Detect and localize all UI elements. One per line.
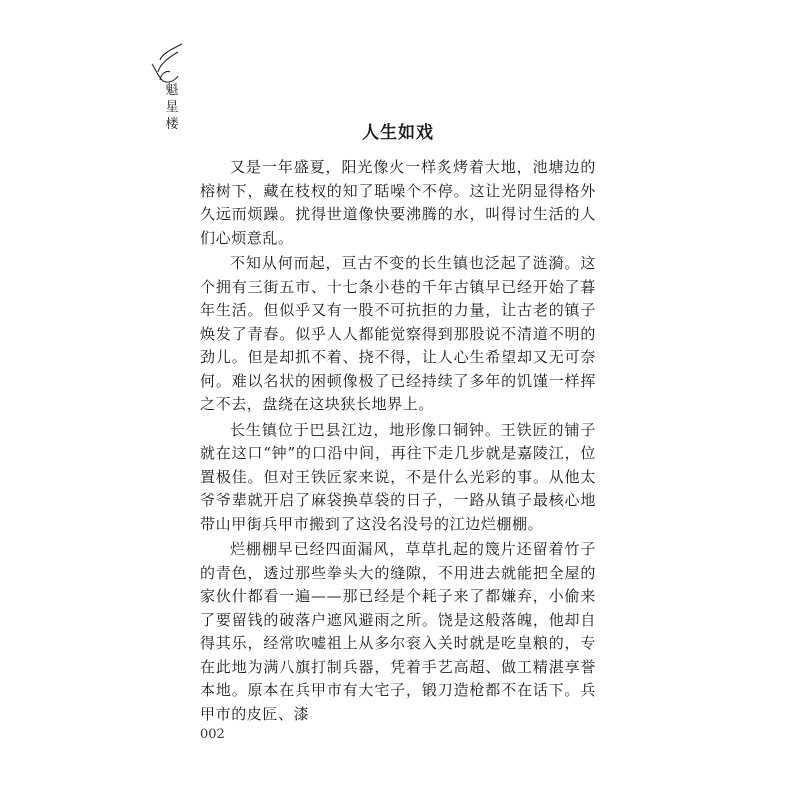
paragraph: 又是一年盛夏，阳光像火一样炙烤着大地，池塘边的榕树下，藏在枝杈的知了聒噪个不停。这让光阴显得格外久远而烦躁。扰得世道像快要沸腾的水，叫得讨生活的人们心烦意乱。 xyxy=(200,158,596,247)
running-head xyxy=(163,82,181,133)
paragraph: 不知从何而起，亘古不变的长生镇也泛起了涟漪。这个拥有三街五市、十七条小巷的千年古镇早已经开始了暮年生活。但似乎又有一股不可抗拒的力量，让古老的镇子焕发了青春。似乎人人都能觉察得到那股说不清道不明的劲儿。但是却抓不着、挠不得，让人心生希望却又无可奈何。难以名状的困顿像极了已经持续了多年的饥馑一样挥之不去，盘绕在这块狭长地界上。 xyxy=(200,254,596,413)
running-head-char: 星 xyxy=(165,100,179,115)
paragraph: 长生镇位于巴县江边，地形像口铜钟。王铁匠的铺子就在这口“钟”的口沿中间，再往下走几步就是嘉陵江，位置极佳。但对王铁匠家来说，不是什么光彩的事。从他太爷爷辈就开启了麻袋换草袋的日子，一路从镇子最核心地带山甲街兵甲市搬到了这没名没号的江边烂棚棚。 xyxy=(200,420,596,533)
body-text xyxy=(200,156,596,728)
running-head-char: 魁 xyxy=(165,83,179,98)
page-title: 人生如戏 xyxy=(362,123,434,143)
running-head-char: 楼 xyxy=(165,117,179,132)
paragraph: 烂棚棚早已经四面漏风，草草扎起的篾片还留着竹子的青色，透过那些拳头大的缝隙，不用进去就能把全屋的家伙什都看一遍——那已经是个耗子来了都嫌弃，小偷来了要留钱的破落户遮风避雨之所。饶是这般落魄，他却自得其乐，经常吹嘘祖上从多尔衮入关时就是吃皇粮的，专在此地为满八旗打制兵器，凭着手艺高超、做工精湛享誉本地。原本在兵甲市有大宅子，锻刀造枪都不在话下。兵甲市的皮匠、漆 xyxy=(200,540,596,723)
page-number: 002 xyxy=(200,727,225,742)
